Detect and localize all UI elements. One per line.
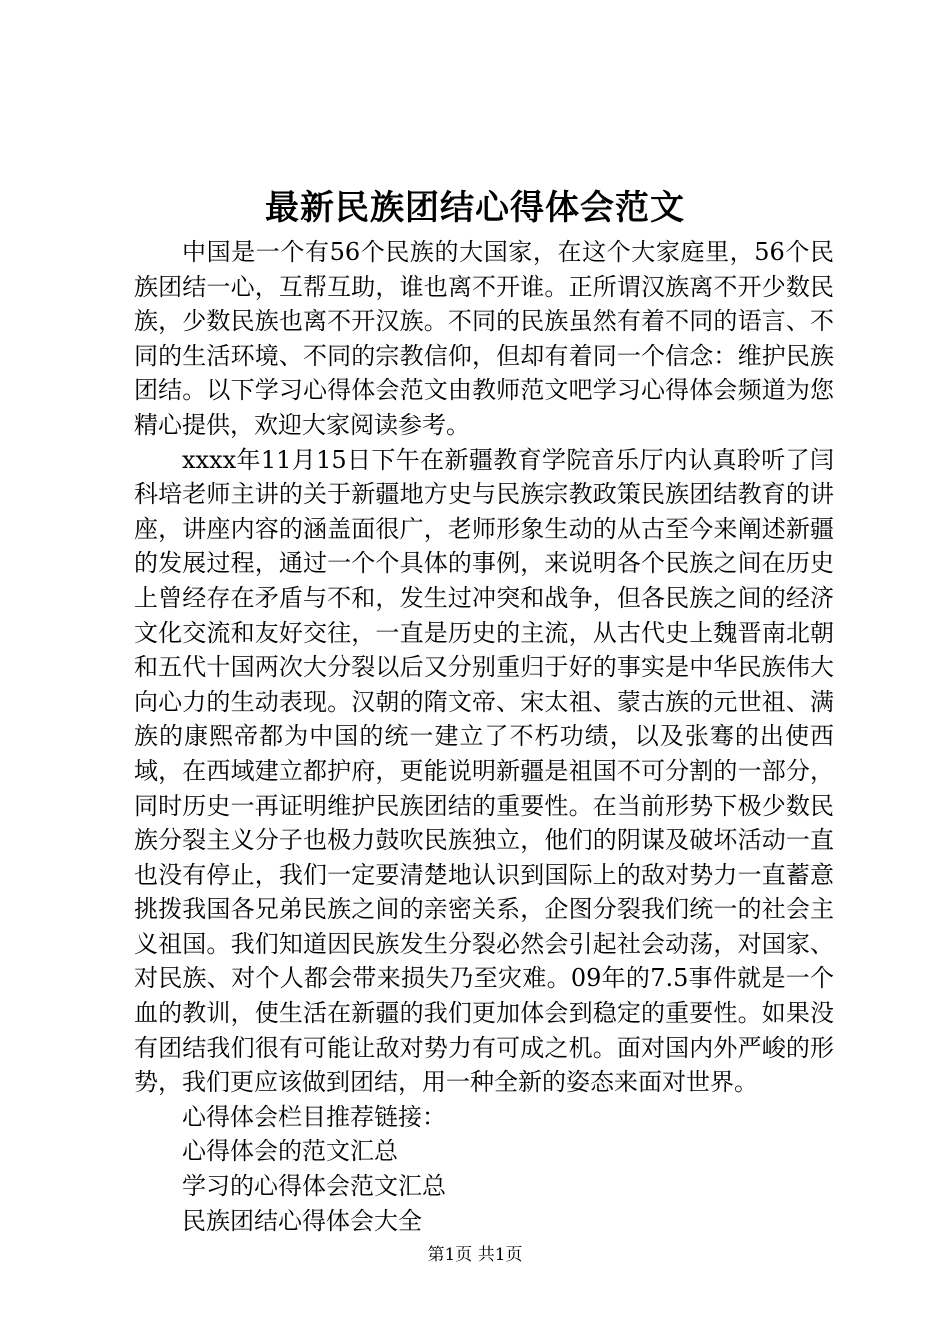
paragraph-intro: 中国是一个有56个民族的大国家，在这个大家庭里，56个民族团结一心，互帮互助，谁也离不开谁。正所谓汉族离不开少数民族，少数民族也离不开汉族。不同的民族虽然有着不同的语言、不同的生活环境、不同的宗教信仰，但却有着同一个信念：维护民族团结。以下学习心得体会范文由教师范文吧学习心得体会频道为您精心提供，欢迎大家阅读参考。 [134, 238, 834, 439]
link-item[interactable] [134, 1134, 834, 1169]
link-text[interactable]: 民族团结心得体会大全 [182, 1206, 422, 1235]
link-text[interactable]: 学习的心得体会范文汇总 [182, 1172, 446, 1201]
link-item[interactable] [134, 1169, 834, 1204]
document-title: 最新民族团结心得体会范文 [265, 188, 685, 228]
links-heading: 心得体会栏目推荐链接： [182, 1102, 446, 1131]
link-text[interactable]: 心得体会的范文汇总 [182, 1137, 398, 1166]
recommended-links [134, 1100, 834, 1238]
page-footer: 第1页 共1页 [427, 1245, 523, 1265]
paragraph-main: xxxx年11月15日下午在新疆教育学院音乐厅内认真聆听了闫科培老师主讲的关于新疆地方史与民族宗教政策民族团结教育的讲座，讲座内容的涵盖面很广，老师形象生动的从古至今来阐述新疆的发展过程，通过一个个具体的事例，来说明各个民族之间在历史上曾经存在矛盾与不和，发生过冲突和战争，但各民族之间的经济文化交流和友好交往，一直是历史的主流，从古代史上魏晋南北朝和五代十国两次大分裂以后又分别重归于好的事实是中华民族伟大向心力的生动表现。汉朝的隋文帝、宋太祖、蒙古族的元世祖、满族的康熙帝都为中国的统一建立了不朽功绩，以及张骞的出使西域，在西域建立都护府，更能说明新疆是祖国不可分割的一部分，同时历史一再证明维护民族团结的重要性。在当前形势下极少数民族分裂主义分子也极力鼓吹民族独立，他们的阴谋及破坏活动一直也没有停止，我们一定要清楚地认识到国际上的敌对势力一直蓄意挑拨我国各兄弟民族之间的亲密关系，企图分裂我们统一的社会主义祖国。我们知道因民族发生分裂必然会引起社会动荡，对国家、对民族、对个人都会带来损失乃至灾难。09年的7.5事件就是一个血的教训，使生活在新疆的我们更加体会到稳定的重要性。如果没有团结我们很有可能让敌对势力有可成之机。面对国内外严峻的形势，我们更应该做到团结，用一种全新的姿态来面对世界。 [134, 445, 834, 1097]
document-body [134, 235, 834, 1238]
link-item[interactable] [134, 1204, 834, 1239]
